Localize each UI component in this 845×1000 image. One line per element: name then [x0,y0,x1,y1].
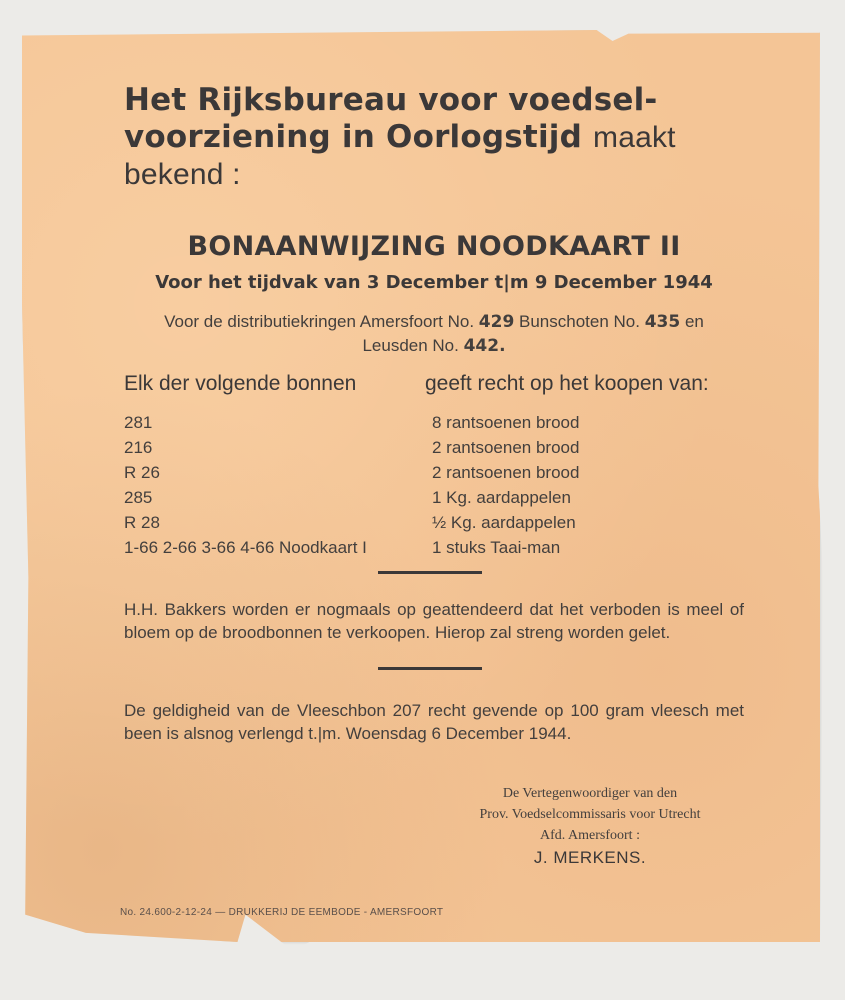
signature-name: J. MERKENS. [533,848,647,867]
item-cell: 1 stuks Taai-man [432,538,561,557]
bunschoten-label: Bunschoten No. [519,312,640,331]
title-line2: voorziening in Oorlogstijd [124,119,582,155]
item-cell: 8 rantsoenen brood [432,413,580,432]
item-cell: 1 Kg. aardappelen [432,488,571,507]
bon-cell: 216 [124,438,153,457]
signature-line: Afd. Amersfoort : [540,828,640,843]
meat-notice: De geldigheid van de Vleeschbon 207 recht gevende op 100 gram vleesch met been is alsnog verlengd t.|m. Woensdag 6 December 1944. [124,701,744,743]
bon-cell: 285 [124,488,153,507]
item-cell: 2 rantsoenen brood [432,438,580,457]
signature-line: De Vertegenwoordiger van den [502,786,678,801]
signature-block [430,783,750,846]
bon-cell: 1-66 2-66 3-66 4-66 Noodkaart I [124,538,367,557]
divider-rule [378,571,482,574]
amersfoort-number: 429 [478,312,515,332]
item-cell: 2 rantsoenen brood [432,463,580,482]
period-line: Voor het tijdvak van 3 December t|m 9 December 1944 [155,272,713,293]
leusden-label: Leusden No. [362,336,459,355]
bon-cell: 281 [124,413,153,432]
poster-title [124,82,764,193]
title-line3: bekend : [124,158,241,191]
districts-prefix: Voor de distributiekringen Amersfoort No. [164,312,475,331]
printer-imprint: No. 24.600-2-12-24 — DRUKKERIJ DE EEMBODE - AMERSFOORT [120,907,444,918]
title-line2-rest: maakt [593,121,676,154]
bon-cell: R 26 [124,463,160,482]
signature-line: Prov. Voedselcommissaris voor Utrecht [479,807,701,822]
right-column-header: geeft recht op het koopen van: [425,372,709,395]
districts-en: en [684,312,704,331]
bunschoten-number: 435 [644,312,681,332]
item-cell: ½ Kg. aardappelen [432,513,576,532]
bon-column [124,410,367,560]
divider-rule [378,667,482,670]
districts-text [124,310,744,358]
bon-cell: R 28 [124,513,160,532]
leusden-number: 442. [463,336,506,356]
title-line1: Het Rijksbureau voor voedsel- [124,82,658,118]
left-column-header: Elk der volgende bonnen [124,372,357,395]
main-heading: BONAANWIJZING NOODKAART II [187,231,681,262]
bakers-notice: H.H. Bakkers worden er nogmaals op geattendeerd dat het verboden is meel of bloem op de broodbonnen te verkoopen. Hierop zal streng worden gelet. [124,600,744,642]
item-column [432,410,579,560]
